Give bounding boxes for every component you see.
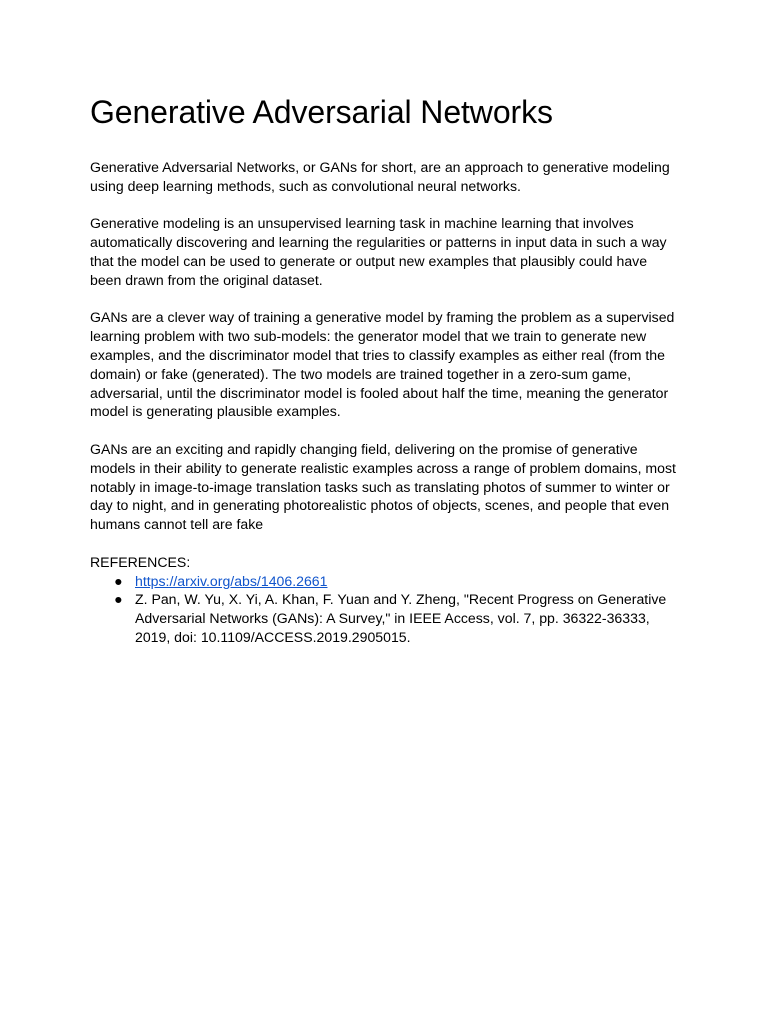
- references-section: [90, 553, 680, 647]
- reference-item-survey: [90, 590, 680, 646]
- reference-link-arxiv[interactable]: https://arxiv.org/abs/1406.2661: [135, 572, 328, 589]
- references-list: [90, 572, 680, 647]
- paragraph-gan-training: GANs are a clever way of training a generative model by framing the problem as a supervised learning problem with two sub-models: the generator model that we train to generate new examples, and the discriminator model that tries to classify examples as either real (from the domain) or fake (generated). The two models are trained together in a zero-sum game, adversarial, until the discriminator model is fooled about half the time, meaning the generator model is generating plausible examples.: [90, 309, 675, 420]
- reference-item-arxiv: [90, 572, 680, 591]
- references-heading: REFERENCES:: [90, 553, 191, 570]
- document-title: Generative Adversarial Networks: [90, 94, 553, 130]
- bullet-icon: ●: [114, 591, 123, 608]
- document-page: [90, 92, 680, 647]
- paragraph-gan-applications: GANs are an exciting and rapidly changing field, delivering on the promise of generative models in their ability to generate realistic examples across a range of problem domains, most notably in image-to-image translation tasks such as translating photos of summer to winter or day to night, and in generating photorealistic photos of objects, scenes, and people that even humans cannot tell are fake: [90, 440, 676, 533]
- paragraph-intro: Generative Adversarial Networks, or GANs for short, are an approach to generative modeling using deep learning methods, such as convolutional neural networks.: [90, 159, 670, 194]
- bullet-icon: ●: [114, 572, 123, 589]
- reference-text-survey: Z. Pan, W. Yu, X. Yi, A. Khan, F. Yuan and Y. Zheng, "Recent Progress on Generative Adversarial Networks (GANs): A Survey," in IEEE Access, vol. 7, pp. 36322-36333, 2019, doi: 10.1109/ACCESS.2019.2905015.: [135, 591, 667, 645]
- paragraph-generative-modeling: Generative modeling is an unsupervised learning task in machine learning that involves automatically discovering and learning the regularities or patterns in input data in such a way that the model can be used to generate or output new examples that plausibly could have been drawn from the original dataset.: [90, 215, 667, 288]
